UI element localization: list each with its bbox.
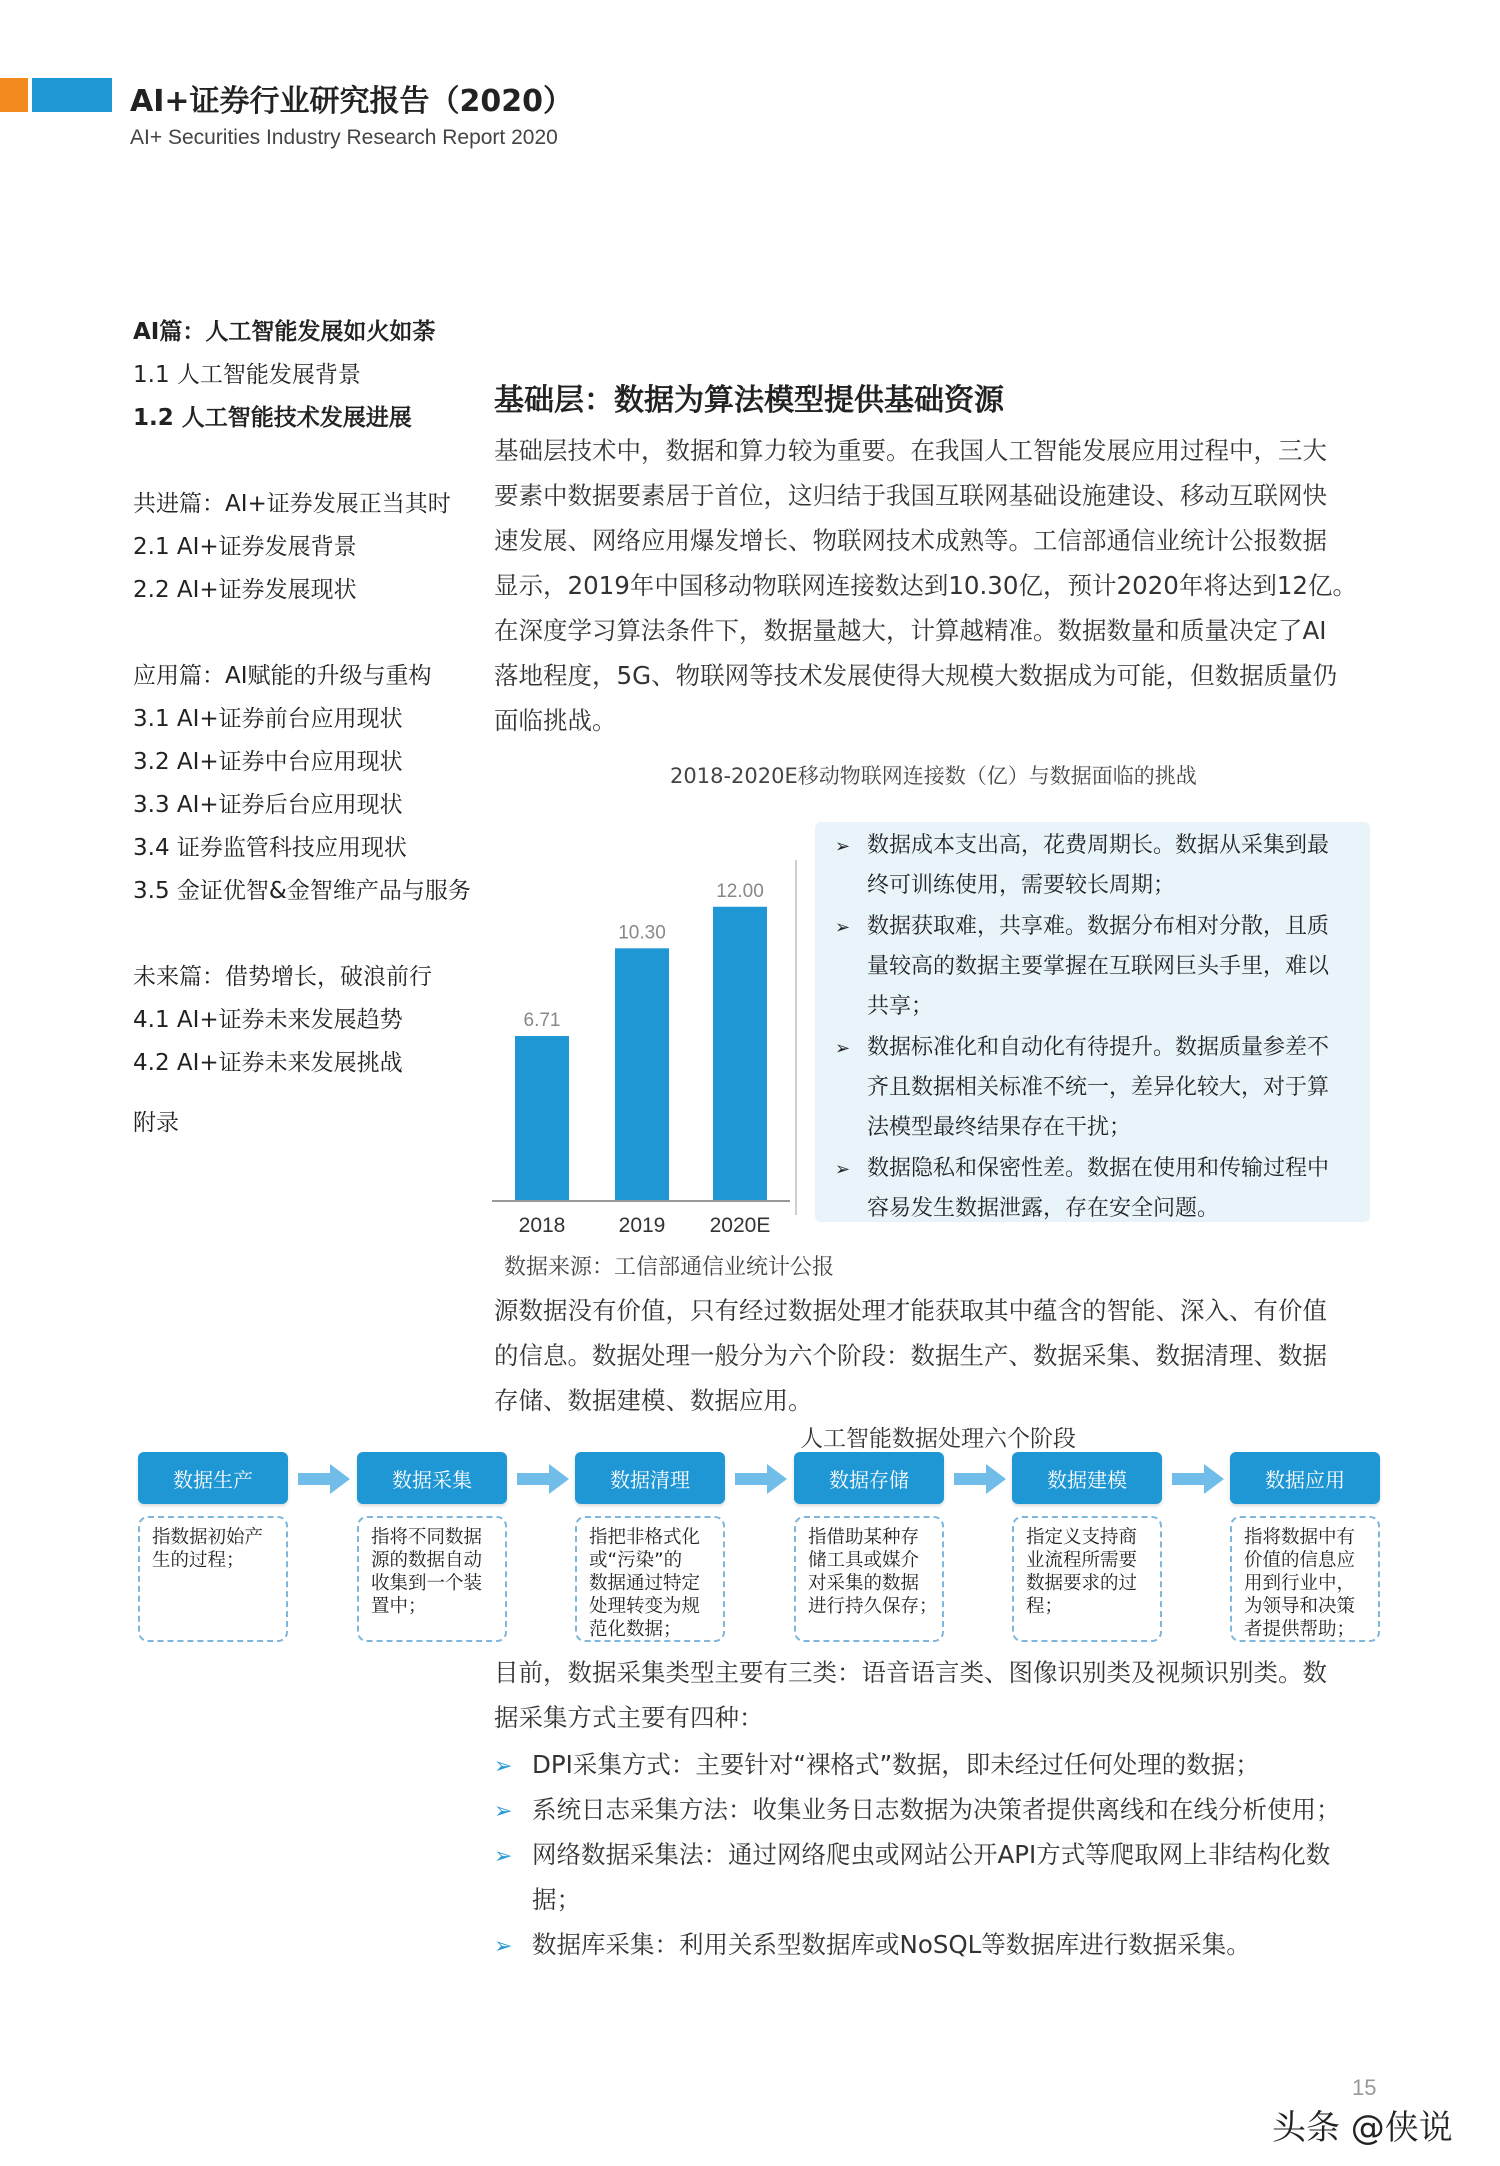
right-arrow-icon bbox=[1172, 1464, 1224, 1494]
toc-item: 1.1 人工智能发展背景 bbox=[133, 362, 361, 388]
stage-description-line: 对采集的数据 bbox=[808, 1573, 920, 1594]
stage-description-line: 价值的信息应 bbox=[1244, 1550, 1356, 1571]
arrow-bullet-icon: ➢ bbox=[494, 1799, 513, 1824]
toc-item: 3.1 AI+证券前台应用现状 bbox=[133, 706, 403, 732]
challenge-text: 数据成本支出高，花费周期长。数据从采集到最 bbox=[867, 833, 1330, 858]
bar-2018 bbox=[515, 1036, 569, 1200]
stage-description-line: 指借助某种存 bbox=[808, 1527, 920, 1548]
stage-description-line: 储工具或媒介 bbox=[808, 1550, 920, 1571]
stage-description bbox=[371, 1526, 499, 1618]
stage-description-line: 指将数据中有 bbox=[1244, 1527, 1356, 1548]
paragraph-line: 要素中数据要素居于首位，这归结于我国互联网基础设施建设、移动互联网快 bbox=[494, 481, 1327, 510]
processing-paragraph bbox=[494, 1288, 1370, 1423]
stage-description-line: 处理转变为规 bbox=[589, 1596, 701, 1617]
stage-header: 数据存储 bbox=[794, 1452, 944, 1504]
stage-header: 数据清理 bbox=[575, 1452, 725, 1504]
challenge-item bbox=[835, 907, 1329, 948]
paragraph-line: 速发展、网络应用爆发增长、物联网技术成熟等。工信部通信业统计公报数据 bbox=[494, 526, 1327, 555]
toc-item: 共进篇：AI+证券发展正当其时 bbox=[133, 491, 451, 517]
stage-description-line: 数据通过特定 bbox=[589, 1573, 701, 1594]
collection-method-item bbox=[494, 1832, 1330, 1879]
collection-paragraph bbox=[494, 1650, 1370, 1740]
stage-description-line: 指数据初始产 bbox=[152, 1527, 264, 1548]
stage-description-line: 置中； bbox=[371, 1596, 427, 1617]
report-subtitle: AI+ Securities Industry Research Report 2020 bbox=[130, 126, 558, 149]
bar-value-label: 10.30 bbox=[618, 922, 666, 944]
collection-method-text: 系统日志采集方法：收集业务日志数据为决策者提供离线和在线分析使用； bbox=[532, 1795, 1341, 1824]
right-arrow-icon bbox=[954, 1464, 1006, 1494]
challenge-text: 法模型最终结果存在干扰； bbox=[867, 1115, 1132, 1140]
stage-description-line: 为领导和决策 bbox=[1244, 1596, 1356, 1617]
paragraph-line: 源数据没有价值，只有经过数据处理才能获取其中蕴含的智能、深入、有价值 bbox=[494, 1296, 1327, 1325]
stage-description-line: 源的数据自动 bbox=[371, 1550, 483, 1571]
challenge-item bbox=[835, 826, 1329, 867]
paragraph-line: 在深度学习算法条件下，数据量越大，计算越精准。数据数量和质量决定了AI bbox=[494, 616, 1327, 645]
stage-header: 数据建模 bbox=[1012, 1452, 1162, 1504]
arrow-bullet-icon: ➢ bbox=[835, 917, 851, 938]
toc-item: 3.4 证券监管科技应用现状 bbox=[133, 835, 407, 861]
stage-description-line: 指把非格式化 bbox=[589, 1527, 701, 1548]
toc-item: 2.1 AI+证券发展背景 bbox=[133, 534, 357, 560]
toc-item: 附录 bbox=[133, 1110, 179, 1136]
stage-header: 数据采集 bbox=[357, 1452, 507, 1504]
right-arrow-icon bbox=[517, 1464, 569, 1494]
arrow-bullet-icon: ➢ bbox=[494, 1754, 513, 1779]
stage-description bbox=[808, 1526, 936, 1618]
stage-description-line: 数据要求的过 bbox=[1026, 1573, 1138, 1594]
stage-description-line: 生的过程； bbox=[152, 1550, 245, 1571]
toc-item: 3.3 AI+证券后台应用现状 bbox=[133, 792, 403, 818]
collection-method-item bbox=[494, 1742, 1260, 1789]
arrow-bullet-icon: ➢ bbox=[835, 836, 851, 857]
paragraph-line: 据采集方式主要有四种： bbox=[494, 1703, 764, 1732]
challenge-text: 齐且数据相关标准不统一，差异化较大，对于算 bbox=[867, 1075, 1330, 1100]
chart-title: 2018-2020E移动物联网连接数（亿）与数据面临的挑战 bbox=[670, 764, 1197, 788]
toc-item: 未来篇：借势增长，破浪前行 bbox=[133, 964, 432, 990]
stage-description-line: 指将不同数据 bbox=[371, 1527, 483, 1548]
arrow-bullet-icon: ➢ bbox=[835, 1159, 851, 1180]
bar-chart bbox=[490, 830, 810, 1240]
paragraph-line: 显示，2019年中国移动物联网连接数达到10.30亿，预计2020年将达到12亿。 bbox=[494, 571, 1358, 600]
collection-method-text: 据； bbox=[532, 1885, 581, 1914]
collection-method-text: DPI采集方式：主要针对“裸格式”数据，即未经过任何处理的数据； bbox=[532, 1750, 1260, 1779]
right-arrow-icon bbox=[298, 1464, 350, 1494]
toc-item: 4.2 AI+证券未来发展挑战 bbox=[133, 1050, 403, 1076]
stage-description-line: 者提供帮助； bbox=[1244, 1619, 1356, 1640]
bar-2020E bbox=[713, 907, 767, 1200]
toc-item: 2.2 AI+证券发展现状 bbox=[133, 577, 357, 603]
collection-method-text: 网络数据采集法：通过网络爬虫或网站公开API方式等爬取网上非结构化数 bbox=[532, 1840, 1331, 1869]
x-tick-label: 2019 bbox=[618, 1214, 666, 1237]
stage-description-line: 收集到一个装 bbox=[371, 1573, 483, 1594]
stage-description-line: 指定义支持商 bbox=[1026, 1527, 1138, 1548]
stage-description-line: 或“污染”的 bbox=[589, 1550, 683, 1571]
challenge-text: 数据标准化和自动化有待提升。数据质量参差不 bbox=[867, 1035, 1330, 1060]
toc-item: 1.2 人工智能技术发展进展 bbox=[133, 405, 412, 431]
stage-description-line: 业流程所需要 bbox=[1026, 1550, 1138, 1571]
arrow-bullet-icon: ➢ bbox=[835, 1038, 851, 1059]
stage-description-line: 范化数据； bbox=[589, 1619, 682, 1640]
toc-item: 应用篇：AI赋能的升级与重构 bbox=[133, 663, 432, 689]
x-tick-label: 2020E bbox=[709, 1214, 771, 1237]
arrow-bullet-icon: ➢ bbox=[494, 1844, 513, 1869]
stage-description bbox=[152, 1526, 280, 1572]
collection-method-item bbox=[494, 1787, 1341, 1834]
challenge-text: 数据获取难，共享难。数据分布相对分散，且质 bbox=[867, 914, 1330, 939]
toc-item: 3.5 金证优智&金智维产品与服务 bbox=[133, 878, 471, 904]
paragraph-line: 面临挑战。 bbox=[494, 706, 617, 735]
arrow-bullet-icon: ➢ bbox=[494, 1934, 513, 1959]
challenge-item bbox=[835, 1028, 1329, 1069]
intro-paragraph bbox=[494, 428, 1370, 743]
paragraph-line: 基础层技术中，数据和算力较为重要。在我国人工智能发展应用过程中，三大 bbox=[494, 436, 1327, 465]
stage-description bbox=[1244, 1526, 1372, 1641]
stage-header: 数据生产 bbox=[138, 1452, 288, 1504]
report-title: AI+证券行业研究报告（2020） bbox=[130, 84, 574, 119]
toc-item: 3.2 AI+证券中台应用现状 bbox=[133, 749, 403, 775]
challenge-item bbox=[835, 1149, 1329, 1190]
challenge-text: 终可训练使用，需要较长周期； bbox=[867, 873, 1176, 898]
page-number: 15 bbox=[1352, 2075, 1377, 2100]
header-orange-block bbox=[0, 78, 28, 112]
bar-value-label: 12.00 bbox=[716, 880, 764, 902]
x-tick-label: 2018 bbox=[518, 1214, 566, 1237]
right-arrow-icon bbox=[735, 1464, 787, 1494]
paragraph-line: 的信息。数据处理一般分为六个阶段：数据生产、数据采集、数据清理、数据 bbox=[494, 1341, 1327, 1370]
stage-description-line: 用到行业中， bbox=[1244, 1573, 1356, 1594]
collection-method-item bbox=[494, 1922, 1251, 1969]
header-blue-block bbox=[32, 78, 112, 112]
watermark: 头条 @侠说 bbox=[1272, 2108, 1453, 2148]
stage-header: 数据应用 bbox=[1230, 1452, 1380, 1504]
paragraph-line: 存储、数据建模、数据应用。 bbox=[494, 1386, 813, 1415]
bar-2019 bbox=[615, 948, 669, 1200]
challenge-text: 数据隐私和保密性差。数据在使用和传输过程中 bbox=[867, 1156, 1330, 1181]
challenge-text: 量较高的数据主要掌握在互联网巨头手里，难以 bbox=[867, 954, 1330, 979]
flow-title: 人工智能数据处理六个阶段 bbox=[800, 1426, 1076, 1452]
paragraph-line: 落地程度，5G、物联网等技术发展使得大规模大数据成为可能，但数据质量仍 bbox=[494, 661, 1338, 690]
challenge-text: 共享； bbox=[867, 994, 934, 1019]
bar-value-label: 6.71 bbox=[523, 1010, 561, 1032]
collection-method-text: 数据库采集：利用关系型数据库或NoSQL等数据库进行数据采集。 bbox=[532, 1930, 1251, 1959]
stage-description bbox=[589, 1526, 717, 1641]
section-title: 基础层：数据为算法模型提供基础资源 bbox=[494, 383, 1004, 418]
stage-description bbox=[1026, 1526, 1154, 1618]
challenge-text: 容易发生数据泄露，存在安全问题。 bbox=[867, 1196, 1220, 1221]
stage-description-line: 进行持久保存； bbox=[808, 1596, 938, 1617]
toc-item: 4.1 AI+证券未来发展趋势 bbox=[133, 1007, 403, 1033]
toc-item: AI篇：人工智能发展如火如荼 bbox=[133, 319, 436, 345]
stage-description-line: 程； bbox=[1026, 1596, 1064, 1617]
data-source: 数据来源：工信部通信业统计公报 bbox=[504, 1255, 835, 1280]
paragraph-line: 目前，数据采集类型主要有三类：语音语言类、图像识别类及视频识别类。数 bbox=[494, 1658, 1327, 1687]
